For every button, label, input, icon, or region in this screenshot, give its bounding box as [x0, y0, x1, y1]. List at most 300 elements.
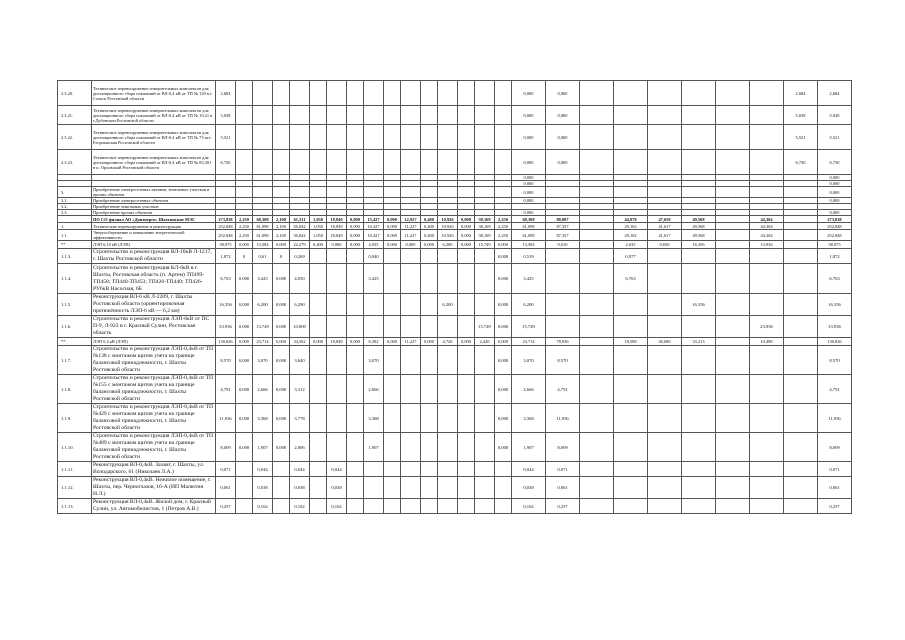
value-cell: 0,000 — [347, 338, 364, 346]
value-cell — [682, 249, 716, 264]
value-cell: 4,726 — [438, 338, 458, 346]
value-cell: 0,000 — [273, 316, 290, 338]
value-cell — [273, 125, 290, 150]
value-cell — [421, 477, 438, 499]
value-cell — [682, 375, 716, 404]
value-cell: 2,420 — [475, 338, 495, 346]
value-cell — [475, 477, 495, 499]
value-cell: 16,356 — [818, 294, 852, 316]
value-cell: 0 — [273, 249, 290, 264]
value-cell: 0,000 — [512, 181, 546, 187]
value-cell — [364, 462, 384, 477]
value-cell: 0,000 — [273, 294, 290, 316]
value-cell — [750, 462, 784, 477]
value-cell — [216, 187, 236, 198]
value-cell: 2,635 — [614, 241, 648, 249]
value-cell — [236, 150, 253, 175]
value-cell — [648, 433, 682, 462]
value-cell: 0,000 — [495, 294, 512, 316]
value-cell — [347, 81, 364, 106]
value-cell — [546, 264, 580, 294]
table-row — [58, 316, 852, 338]
row-name: Техническое перевооружение измерительных комплексов для дистанционного сбора показаний от ВЛ-0,4 кВ от ТП № 73 пгт. Егорлыкская Ростовской области — [92, 125, 216, 150]
value-cell — [236, 125, 253, 150]
value-cell — [438, 499, 458, 514]
value-cell: 0,000 — [347, 241, 364, 249]
value-cell: 6,730 — [818, 150, 852, 175]
value-cell — [364, 499, 384, 514]
value-cell: 18,588 — [614, 338, 648, 346]
value-cell — [580, 150, 614, 175]
row-code: 1. — [58, 223, 92, 230]
value-cell — [614, 433, 648, 462]
value-cell: 8,570 — [216, 346, 236, 375]
value-cell — [327, 433, 347, 462]
value-cell: 0,000 — [384, 230, 401, 241]
value-cell — [310, 81, 327, 106]
value-cell: 6,200 — [253, 294, 273, 316]
value-cell — [750, 150, 784, 175]
investment-table — [57, 80, 852, 514]
table-row — [58, 338, 852, 346]
value-cell — [310, 433, 327, 462]
value-cell — [458, 264, 475, 294]
value-cell: 0,61 — [253, 249, 273, 264]
value-cell: 16,356 — [682, 241, 716, 249]
value-cell: 3,368 — [253, 404, 273, 433]
value-cell — [784, 375, 818, 404]
value-cell: 4,035 — [364, 241, 384, 249]
value-cell — [310, 125, 327, 150]
row-name: Приобретение электросетевых активов, земельных участков и прочих объектов — [92, 187, 216, 198]
value-cell — [716, 216, 750, 223]
value-cell: 273,838 — [818, 216, 852, 223]
value-cell — [310, 462, 327, 477]
value-cell — [347, 433, 364, 462]
value-cell: 13,584 — [253, 241, 273, 249]
value-cell: 13,936 — [750, 241, 784, 249]
value-cell — [458, 187, 475, 198]
value-cell — [682, 264, 716, 294]
value-cell — [438, 106, 458, 125]
value-cell — [716, 241, 750, 249]
value-cell — [716, 125, 750, 150]
value-cell: 3,778 — [290, 404, 310, 433]
value-cell: 0,044 — [327, 462, 347, 477]
value-cell — [682, 404, 716, 433]
value-cell — [401, 264, 421, 294]
value-cell — [364, 294, 384, 316]
value-cell — [458, 346, 475, 375]
value-cell — [784, 462, 818, 477]
value-cell — [614, 477, 648, 499]
value-cell: 1,050 — [310, 230, 327, 241]
value-cell — [750, 346, 784, 375]
value-cell — [421, 187, 438, 198]
value-cell — [716, 346, 750, 375]
value-cell: 0,977 — [614, 249, 648, 264]
table-row — [58, 375, 852, 404]
value-cell: 6,763 — [818, 264, 852, 294]
value-cell: 1,050 — [310, 223, 327, 230]
value-cell: 0,000 — [546, 81, 580, 106]
value-cell — [648, 404, 682, 433]
row-code: 1.1.12. — [58, 477, 92, 499]
value-cell: 5,038 — [784, 106, 818, 125]
value-cell: 8,009 — [546, 433, 580, 462]
value-cell: 10,926 — [438, 230, 458, 241]
value-cell — [614, 81, 648, 106]
value-cell: 0,000 — [384, 241, 401, 249]
value-cell — [580, 216, 614, 223]
value-cell: 56,842 — [290, 230, 310, 241]
value-cell — [614, 294, 648, 316]
value-cell: 0,000 — [310, 338, 327, 346]
value-cell: 0,000 — [236, 404, 253, 433]
value-cell — [784, 187, 818, 198]
value-cell — [614, 125, 648, 150]
value-cell — [614, 316, 648, 338]
value-cell — [784, 433, 818, 462]
value-cell: 2,100 — [273, 223, 290, 230]
row-code: 2.3.21. — [58, 106, 92, 125]
value-cell: 0,071 — [216, 462, 236, 477]
value-cell — [327, 346, 347, 375]
value-cell: 0,000 — [401, 241, 421, 249]
value-cell: 3,368 — [512, 404, 546, 433]
value-cell — [401, 81, 421, 106]
value-cell: 4,791 — [546, 375, 580, 404]
value-cell: 0,257 — [818, 499, 852, 514]
value-cell: 87,357 — [546, 223, 580, 230]
value-cell: 6,200 — [438, 294, 458, 316]
value-cell: 3,070 — [364, 346, 384, 375]
value-cell: 0,061 — [818, 477, 852, 499]
value-cell — [438, 150, 458, 175]
value-cell — [364, 125, 384, 150]
value-cell — [716, 294, 750, 316]
value-cell — [784, 346, 818, 375]
table-row — [58, 241, 852, 249]
value-cell: 0,000 — [546, 106, 580, 125]
value-cell — [580, 316, 614, 338]
value-cell: 3,368 — [364, 404, 384, 433]
value-cell: 0,000 — [236, 264, 253, 294]
value-cell — [438, 433, 458, 462]
value-cell — [384, 249, 401, 264]
value-cell — [347, 375, 364, 404]
value-cell: 0,000 — [495, 346, 512, 375]
value-cell — [347, 477, 364, 499]
value-cell — [310, 499, 327, 514]
value-cell — [546, 249, 580, 264]
value-cell: 15,749 — [512, 316, 546, 338]
value-cell — [580, 187, 614, 198]
value-cell: 22,279 — [290, 241, 310, 249]
value-cell: 0,000 — [458, 216, 475, 223]
value-cell: 0,000 — [458, 230, 475, 241]
value-cell — [438, 477, 458, 499]
row-name: Строительство и реконструкция ВЛ-10кВ Л-1217, г. Шахты Ростовской области — [92, 249, 216, 264]
value-cell — [401, 294, 421, 316]
value-cell — [458, 294, 475, 316]
value-cell — [648, 346, 682, 375]
value-cell — [580, 375, 614, 404]
value-cell — [347, 249, 364, 264]
value-cell: 0,044 — [290, 462, 310, 477]
value-cell: 12,927 — [401, 216, 421, 223]
value-cell: 68,308 — [253, 216, 273, 223]
value-cell — [347, 462, 364, 477]
value-cell — [648, 294, 682, 316]
value-cell — [716, 375, 750, 404]
value-cell — [347, 125, 364, 150]
value-cell: 40,686 — [648, 338, 682, 346]
value-cell: 2,100 — [273, 230, 290, 241]
value-cell — [327, 125, 347, 150]
value-cell — [347, 187, 364, 198]
row-code: ** — [58, 338, 92, 346]
value-cell: 11,227 — [401, 223, 421, 230]
value-cell: 38,169 — [475, 230, 495, 241]
value-cell: 252,848 — [216, 223, 236, 230]
value-cell — [401, 499, 421, 514]
row-name: Строительство и реконструкция ЛЭП-0,4кВ от ТП №429 с монтажом щитов учета на границе балансовой принадлежности, г. Шахты Ростовской области — [92, 404, 216, 433]
value-cell — [310, 346, 327, 375]
value-cell: 0,038 — [327, 477, 347, 499]
value-cell: 47,650 — [648, 216, 682, 223]
value-cell: 2,666 — [364, 375, 384, 404]
value-cell — [580, 433, 614, 462]
value-cell: 13,584 — [512, 241, 546, 249]
value-cell — [750, 106, 784, 125]
value-cell — [716, 81, 750, 106]
table-row — [58, 216, 852, 223]
value-cell — [682, 106, 716, 125]
value-cell — [347, 264, 364, 294]
value-cell: 3,640 — [290, 346, 310, 375]
value-cell: 0,400 — [421, 216, 438, 223]
value-cell: 0,000 — [273, 346, 290, 375]
value-cell: 1,907 — [512, 433, 546, 462]
value-cell: 0,000 — [327, 241, 347, 249]
row-name: Реконструкция ВЛ-0,4кВ. Жилой дом, г. Красный Сулин, ул. Автомобилистов, 1 (Петров А.В.) — [92, 499, 216, 514]
value-cell — [458, 106, 475, 125]
value-cell — [347, 499, 364, 514]
value-cell — [682, 499, 716, 514]
value-cell: 0,071 — [546, 462, 580, 477]
value-cell: 0,000 — [512, 210, 546, 216]
value-cell: 0,000 — [458, 241, 475, 249]
value-cell — [716, 150, 750, 175]
row-code: 2.3.23. — [58, 150, 92, 175]
value-cell — [421, 150, 438, 175]
value-cell — [614, 462, 648, 477]
value-cell — [384, 125, 401, 150]
value-cell — [384, 462, 401, 477]
value-cell — [580, 499, 614, 514]
value-cell — [546, 294, 580, 316]
value-cell — [546, 187, 580, 198]
value-cell — [716, 230, 750, 241]
value-cell — [347, 106, 364, 125]
value-cell — [495, 125, 512, 150]
value-cell — [401, 316, 421, 338]
value-cell — [614, 346, 648, 375]
value-cell: 0,000 — [273, 264, 290, 294]
value-cell — [458, 249, 475, 264]
row-code: 3.1. — [58, 198, 92, 204]
value-cell: 4,791 — [818, 375, 852, 404]
value-cell — [401, 125, 421, 150]
value-cell — [438, 375, 458, 404]
value-cell: 0,000 — [818, 175, 852, 181]
value-cell — [421, 346, 438, 375]
value-cell: 0,257 — [216, 499, 236, 514]
value-cell — [384, 499, 401, 514]
value-cell — [580, 81, 614, 106]
row-code: 1.1.6. — [58, 316, 92, 338]
value-cell — [421, 316, 438, 338]
value-cell — [438, 81, 458, 106]
value-cell — [580, 294, 614, 316]
value-cell: 33,936 — [216, 316, 236, 338]
value-cell — [421, 433, 438, 462]
value-cell — [310, 375, 327, 404]
value-cell — [784, 223, 818, 230]
value-cell: 15,427 — [364, 216, 384, 223]
value-cell: 8,009 — [216, 433, 236, 462]
value-cell — [648, 81, 682, 106]
value-cell: 33,936 — [818, 316, 852, 338]
value-cell: 58,975 — [216, 241, 236, 249]
value-cell — [716, 106, 750, 125]
value-cell — [580, 249, 614, 264]
value-cell: 18,849 — [327, 338, 347, 346]
value-cell: 18,849 — [327, 216, 347, 223]
value-cell: 2,684 — [784, 81, 818, 106]
value-cell — [614, 106, 648, 125]
value-cell: 5,521 — [784, 125, 818, 150]
value-cell — [438, 462, 458, 477]
value-cell — [495, 81, 512, 106]
value-cell — [421, 125, 438, 150]
value-cell — [614, 375, 648, 404]
value-cell — [580, 106, 614, 125]
row-code: 1.1.5. — [58, 294, 92, 316]
value-cell: 9,010 — [546, 241, 580, 249]
value-cell — [310, 150, 327, 175]
value-cell: 3,070 — [512, 346, 546, 375]
value-cell: 0,000 — [347, 216, 364, 223]
value-cell — [273, 187, 290, 198]
row-code — [58, 216, 92, 223]
value-cell: 252,848 — [216, 230, 236, 241]
value-cell — [364, 187, 384, 198]
value-cell — [438, 316, 458, 338]
value-cell — [384, 316, 401, 338]
value-cell — [421, 294, 438, 316]
row-code: 1.1.9. — [58, 404, 92, 433]
value-cell: 0,000 — [273, 241, 290, 249]
value-cell — [310, 404, 327, 433]
value-cell — [750, 264, 784, 294]
value-cell: 0,000 — [495, 249, 512, 264]
value-cell — [784, 499, 818, 514]
value-cell — [421, 264, 438, 294]
value-cell: 6,730 — [216, 150, 236, 175]
value-cell: 29,102 — [614, 223, 648, 230]
value-cell: 23,714 — [253, 338, 273, 346]
value-cell: 0,000 — [421, 241, 438, 249]
value-cell — [682, 346, 716, 375]
value-cell: 0,044 — [512, 462, 546, 477]
value-cell — [327, 150, 347, 175]
row-name: Приобретение земельных участков — [92, 204, 216, 210]
value-cell: 0,000 — [236, 375, 253, 404]
value-cell — [364, 106, 384, 125]
value-cell: 2,666 — [253, 375, 273, 404]
value-cell — [458, 477, 475, 499]
value-cell — [401, 249, 421, 264]
value-cell — [648, 249, 682, 264]
value-cell — [290, 187, 310, 198]
value-cell — [253, 106, 273, 125]
value-cell — [750, 125, 784, 150]
value-cell: 0,000 — [495, 338, 512, 346]
value-cell: 61,098 — [512, 223, 546, 230]
row-code: 2.3.20. — [58, 81, 92, 106]
value-cell: 0,000 — [818, 198, 852, 204]
value-cell: 2,250 — [236, 216, 253, 223]
value-cell — [716, 264, 750, 294]
value-cell — [716, 187, 750, 198]
value-cell — [614, 499, 648, 514]
value-cell — [475, 499, 495, 514]
value-cell: 61,098 — [253, 230, 273, 241]
value-cell — [495, 150, 512, 175]
value-cell — [458, 375, 475, 404]
value-cell — [438, 404, 458, 433]
table-row — [58, 477, 852, 499]
value-cell: 0,000 — [347, 230, 364, 241]
value-cell: 49,568 — [682, 216, 716, 223]
value-cell: 130,826 — [818, 338, 852, 346]
value-cell — [347, 404, 364, 433]
value-cell: 11,227 — [401, 230, 421, 241]
value-cell — [273, 106, 290, 125]
value-cell — [784, 316, 818, 338]
value-cell: 130,826 — [216, 338, 236, 346]
table-row — [58, 404, 852, 433]
value-cell — [347, 316, 364, 338]
value-cell — [364, 477, 384, 499]
value-cell: 2,250 — [495, 223, 512, 230]
value-cell — [580, 346, 614, 375]
value-cell: 0,061 — [216, 477, 236, 499]
value-cell — [421, 499, 438, 514]
value-cell — [290, 106, 310, 125]
value-cell — [253, 187, 273, 198]
row-code: 1.1.7. — [58, 346, 92, 375]
table-row — [58, 433, 852, 462]
value-cell — [784, 216, 818, 223]
value-cell: 1,872 — [818, 249, 852, 264]
value-cell: 6,392 — [364, 338, 384, 346]
value-cell: 4,030 — [290, 264, 310, 294]
value-cell — [682, 187, 716, 198]
row-name: Энергосбережение и повышение энергетической эффективности — [92, 230, 216, 241]
